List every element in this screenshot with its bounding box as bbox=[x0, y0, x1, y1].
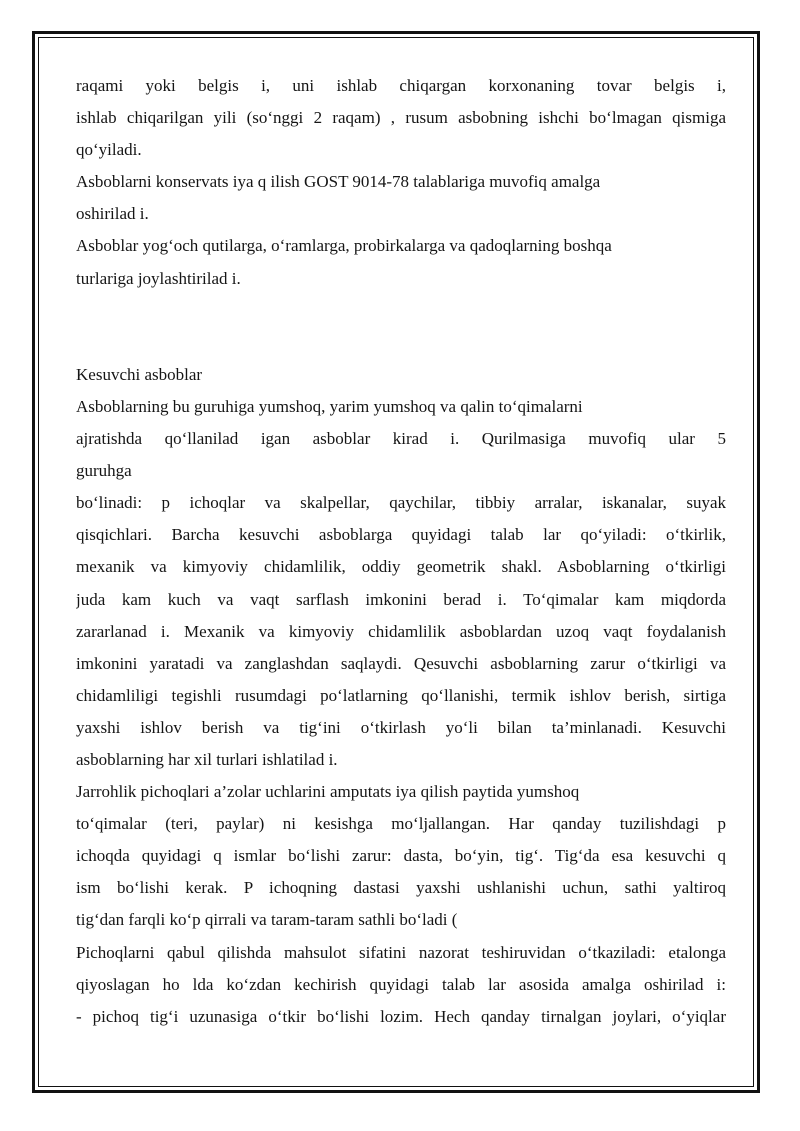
text-line: imkonini yaratadi va zanglashdan saqlaydi. Qesuvchi asboblarning zarur o‘tkirligi va bbox=[76, 653, 726, 673]
text-line: to‘qimalar (teri, paylar) ni kesishga mo‘ljallangan. Har qanday tuzilishdagi p bbox=[76, 814, 726, 834]
text-line: juda kam kuch va vaqt sarflash imkonini berad i. To‘qimalar kam miqdorda bbox=[76, 589, 726, 609]
text-line: qo‘yiladi. bbox=[76, 140, 142, 160]
text-line: Asboblar yog‘och qutilarga, o‘ramlarga, probirkalarga va qadoqlarning boshqa bbox=[76, 236, 612, 256]
text-line: bo‘linadi: p ichoqlar va skalpellar, qaychilar, tibbiy arralar, iskanalar, suyak bbox=[76, 493, 726, 513]
text-line: Pichoqlarni qabul qilishda mahsulot sifatini nazorat teshiruvidan o‘tkaziladi: etalonga bbox=[76, 942, 726, 962]
paragraph-gap bbox=[76, 295, 726, 359]
text-line: Jarrohlik pichoqlari a’zolar uchlarini amputats iya qilish paytida yumshoq bbox=[76, 782, 580, 802]
text-line: zararlanad i. Mexanik va kimyoviy chidamlilik asboblardan uzoq vaqt foydalanish bbox=[76, 621, 726, 641]
text-line: ajratishda qo‘llanilad igan asboblar kirad i. Qurilmasiga muvofiq ular 5 bbox=[76, 429, 726, 449]
section-heading: Kesuvchi asboblar bbox=[76, 364, 203, 384]
text-line: ism bo‘lishi kerak. P ichoqning dastasi yaxshi ushlanishi uchun, sathi yaltiroq bbox=[76, 878, 726, 898]
text-line: qisqichlari. Barcha kesuvchi asboblarga quyidagi talab lar qo‘yiladi: o‘tkirlik, bbox=[76, 525, 726, 545]
text-line: guruhga bbox=[76, 461, 132, 481]
text-line: asboblarning har xil turlari ishlatilad i. bbox=[76, 749, 338, 769]
text-line: turlariga joylashtirilad i. bbox=[76, 268, 241, 288]
text-line: raqami yoki belgis i, uni ishlab chiqargan korxonaning tovar belgis i, bbox=[76, 76, 726, 95]
text-line: ishlab chiqarilgan yili (so‘nggi 2 raqam) , rusum asbobning ishchi bo‘lmagan qismiga bbox=[76, 108, 726, 128]
text-line: oshirilad i. bbox=[76, 204, 149, 224]
text-line: chidamliligi tegishli rusumdagi po‘latlarning qo‘llanishi, termik ishlov berish, sirtiga bbox=[76, 685, 726, 705]
text-line: qiyoslagan ho lda ko‘zdan kechirish quyidagi talab lar asosida amalga oshirilad i: bbox=[76, 974, 726, 994]
text-line: ichoqda quyidagi q ismlar bo‘lishi zarur: dasta, bo‘yin, tig‘. Tig‘da esa kesuvchi q bbox=[76, 846, 726, 866]
text-line: mexanik va kimyoviy chidamlilik, oddiy geometrik shakl. Asboblarning o‘tkirligi bbox=[76, 557, 726, 577]
text-line: Asboblarning bu guruhiga yumshoq, yarim yumshoq va qalin to‘qimalarni bbox=[76, 396, 583, 416]
text-line: tig‘dan farqli ko‘p qirrali va taram-taram sathli bo‘ladi ( bbox=[76, 910, 458, 930]
document-body bbox=[76, 70, 726, 1033]
text-line: Asboblarni konservats iya q ilish GOST 9014-78 talablariga muvofiq amalga bbox=[76, 172, 601, 192]
text-line: yaxshi ishlov berish va tig‘ini o‘tkirlash yo‘li bilan ta’minlanadi. Kesuvchi bbox=[76, 717, 726, 737]
text-line: - pichoq tig‘i uzunasiga o‘tkir bo‘lishi lozim. Hech qanday tirnalgan joylari, o‘yiqlar bbox=[76, 1006, 726, 1026]
